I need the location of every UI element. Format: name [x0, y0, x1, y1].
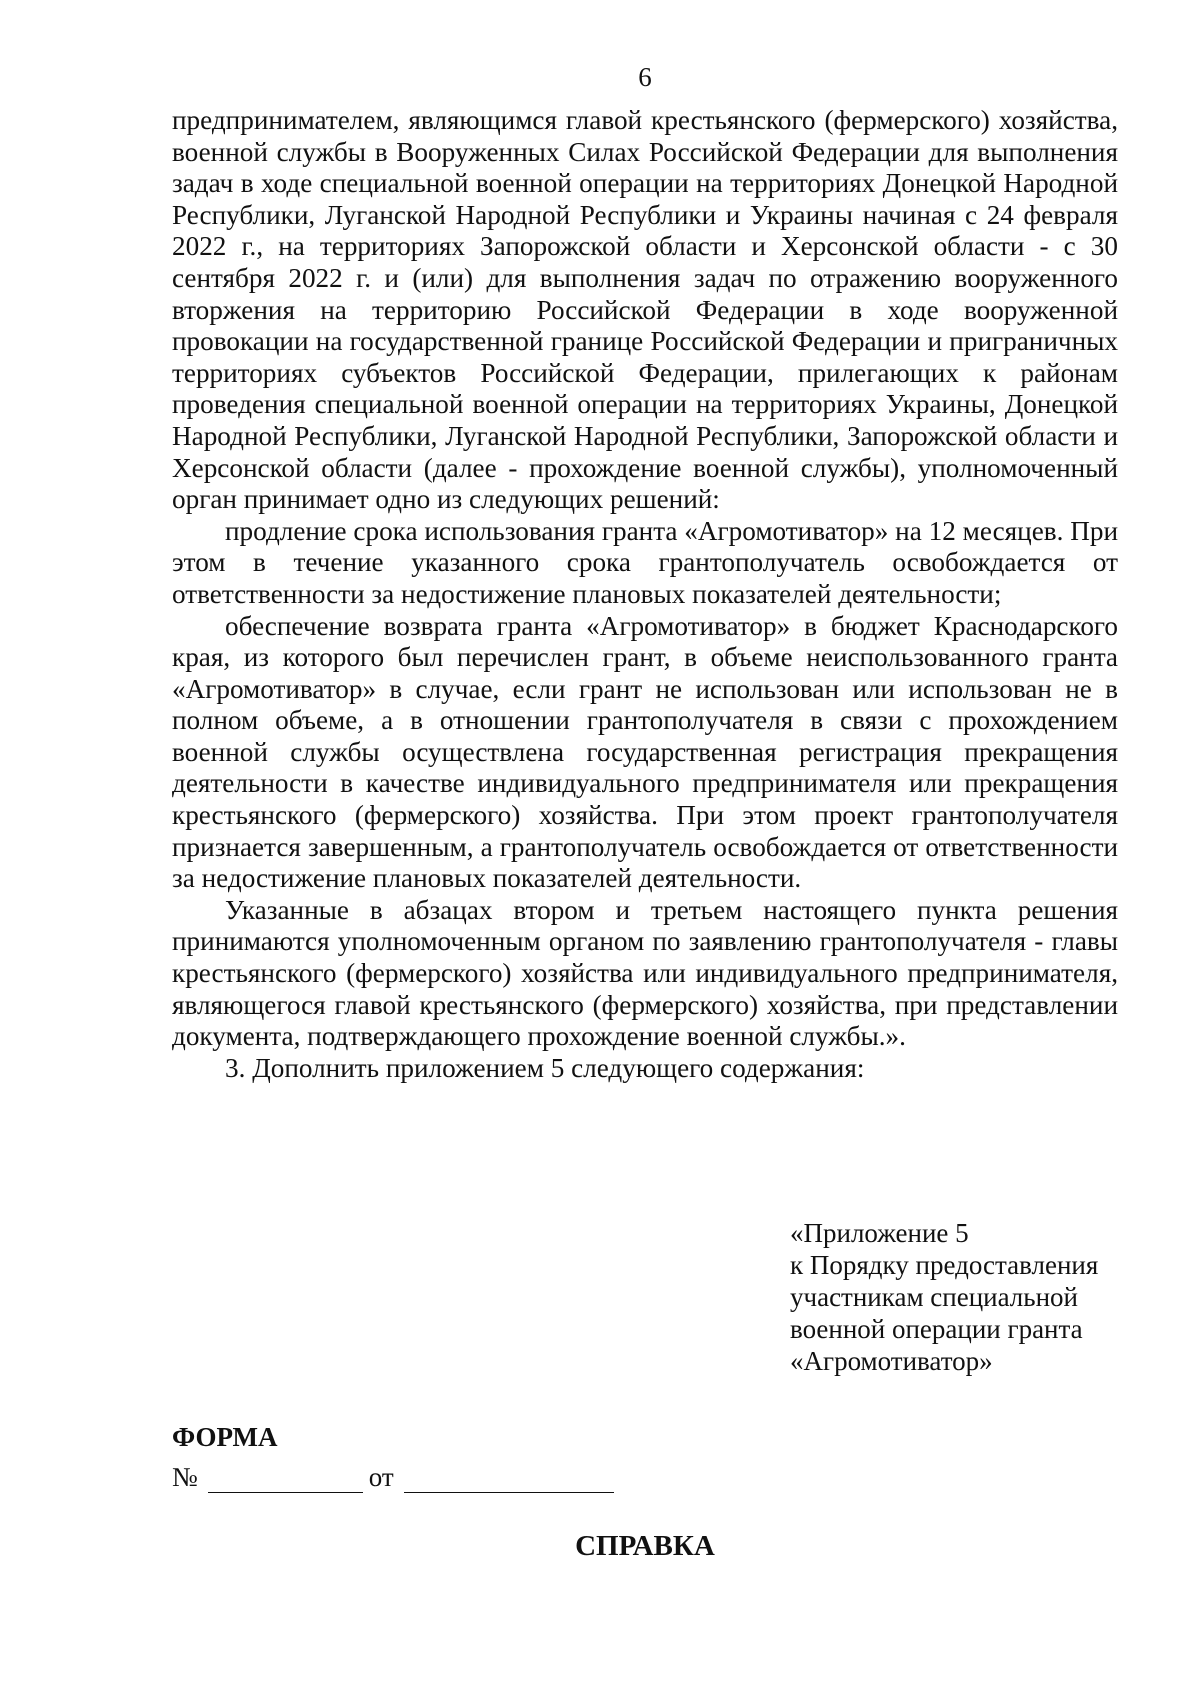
appendix-line: военной операции гранта — [790, 1314, 1083, 1344]
date-from-label: от — [368, 1462, 394, 1492]
paragraph-grant-return: обеспечение возврата гранта «Агромотиватор» в бюджет Краснодарского края, из которого был перечислен грант, в объеме неиспользованного гранта «Агромотиватор» в случае, если грант не использован или использован не в полном объеме, а в отношении грантополучателя в связи с прохождением военной службы осуществлена государственная регистрация прекращения деятельности в качестве индивидуального предпринимателя или прекращения крестьянского (фермерского) хозяйства. При этом проект грантополучателя признается завершенным, а грантополучатель освобождается от ответственности за недостижение плановых показателей деятельности. — [172, 610, 1118, 894]
page-number: 6 — [638, 62, 652, 92]
appendix-line: «Агромотиватор» — [790, 1346, 993, 1376]
form-number-date-line — [172, 1462, 614, 1493]
paragraph-decision-basis: Указанные в абзацах втором и третьем настоящего пункта решения принимаются уполномоченным органом по заявлению грантополучателя - главы крестьянского (фермерского) хозяйства или индивидуального предпринимателя, являющегося главой крестьянского (фермерского) хозяйства, при представлении документа, подтверждающего прохождение военной службы.». — [172, 894, 1118, 1052]
form-label: ФОРМА — [172, 1422, 278, 1452]
paragraph-grant-extension: продление срока использования гранта «Агромотиватор» на 12 месяцев. При этом в течение указанного срока грантополучатель освобождается от ответственности за недостижение плановых показателей деятельности; — [172, 515, 1118, 609]
number-blank-field[interactable] — [208, 1466, 363, 1493]
appendix-line: «Приложение 5 — [790, 1218, 969, 1248]
appendix-line: к Порядку предоставления — [790, 1250, 1099, 1280]
number-sign: № — [172, 1462, 198, 1492]
date-blank-field[interactable] — [404, 1466, 614, 1493]
document-title: СПРАВКА — [575, 1530, 715, 1562]
paragraph-continuation: предпринимателем, являющимся главой крестьянского (фермерского) хозяйства, военной службы в Вооруженных Силах Российской Федерации для выполнения задач в ходе специальной военной операции на территориях Донецкой Народной Республики, Луганской Народной Республики и Украины начиная с 24 февраля 2022 г., на территориях Запорожской области и Херсонской области - с 30 сентября 2022 г. и (или) для выполнения задач по отражению вооруженного вторжения на территорию Российской Федерации в ходе вооруженной провокации на государственной границе Российской Федерации и приграничных территориях субъектов Российской Федерации, прилегающих к районам проведения специальной военной операции на территориях Украины, Донецкой Народной Республики, Луганской Народной Республики, Запорожской области и Херсонской области (далее - прохождение военной службы), уполномоченный орган принимает одно из следующих решений: — [172, 105, 1118, 515]
paragraph-item-3: 3. Дополнить приложением 5 следующего содержания: — [225, 1052, 865, 1083]
appendix-line: участникам специальной — [790, 1282, 1078, 1312]
body-text — [172, 105, 1118, 1084]
appendix-heading — [790, 1217, 1120, 1377]
